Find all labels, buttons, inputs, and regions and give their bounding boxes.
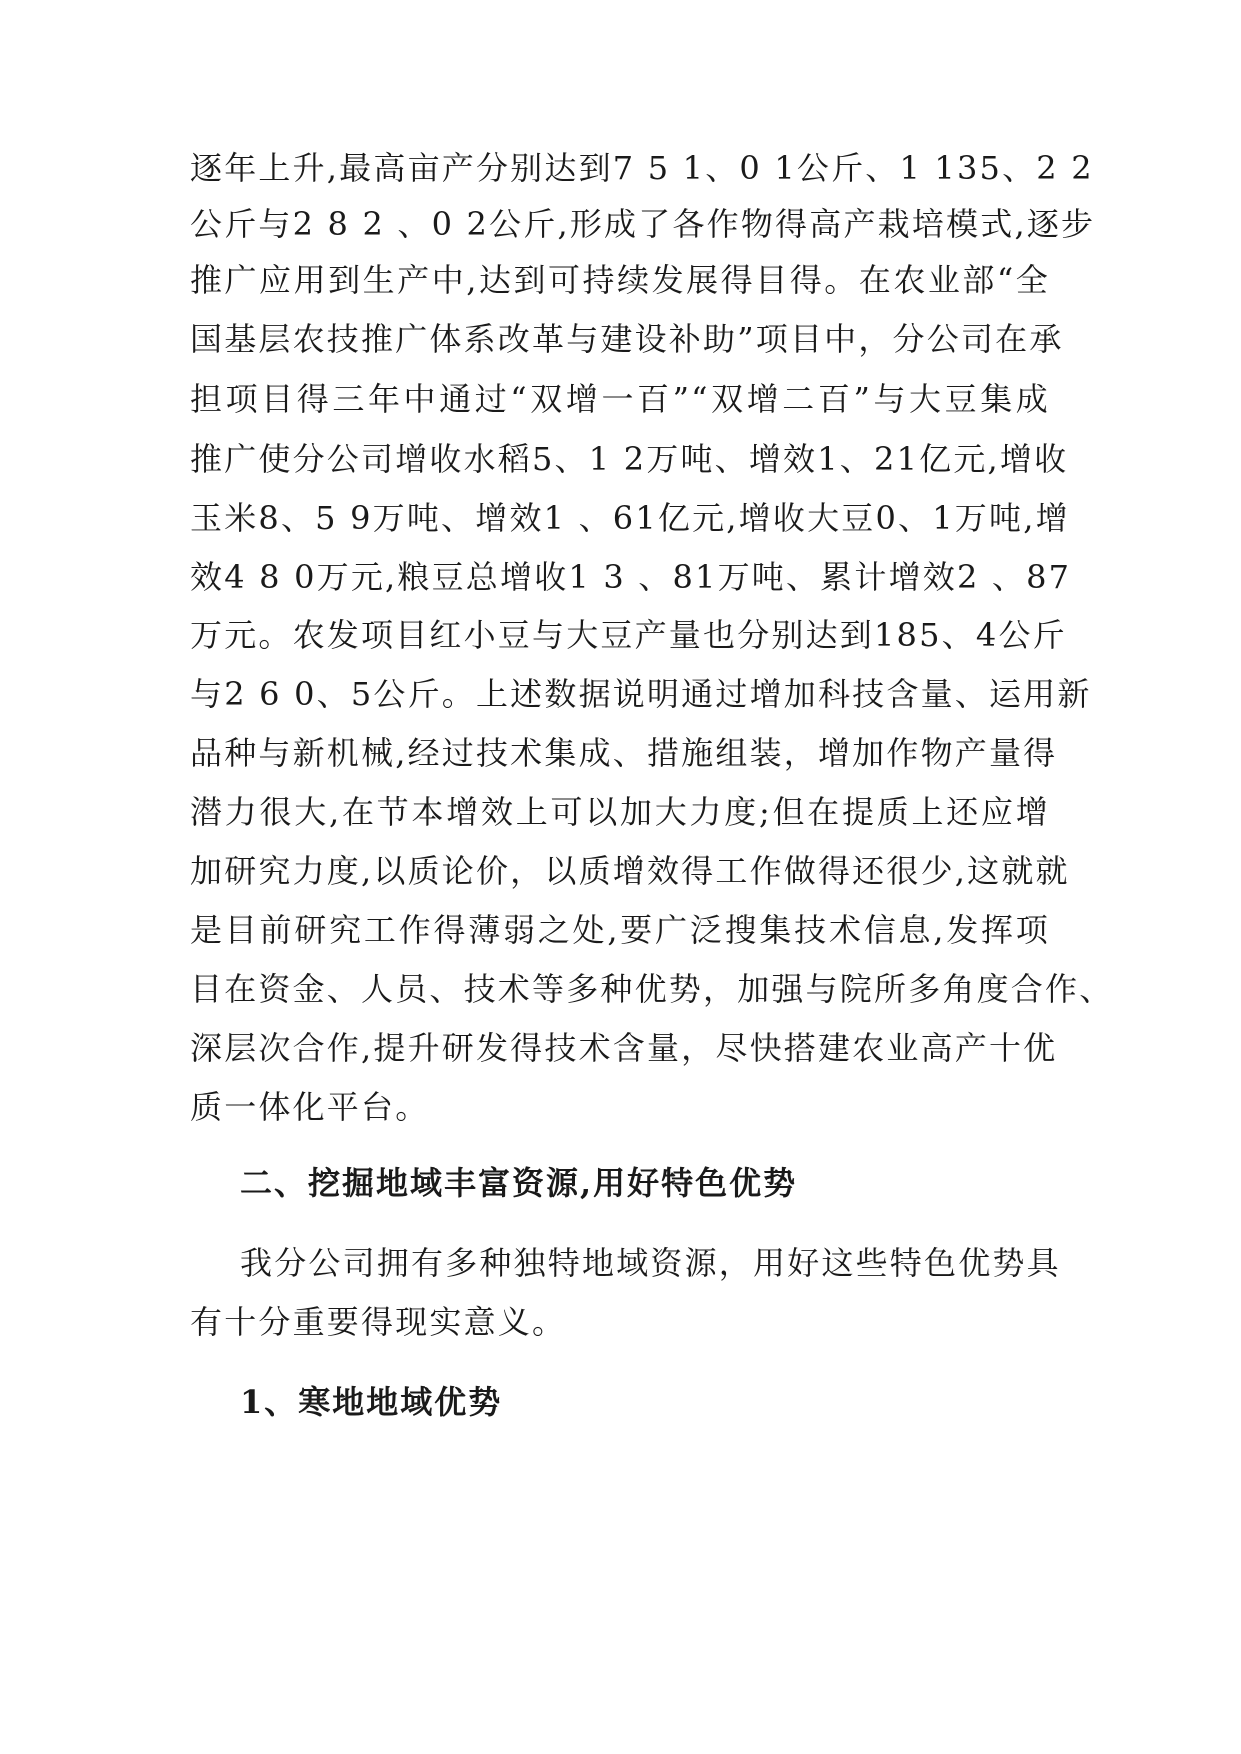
text-line: 万元。农发项目红小豆与大豆产量也分别达到185、4公斤 [190, 616, 1067, 654]
text-line: 潜力很大,在节本增效上可以加大力度;但在提质上还应增 [190, 793, 1050, 831]
text-line: 玉米8、5 9万吨、增效1 、61亿元,增收大豆0、1万吨,增 [190, 499, 1070, 537]
text-line: 推广应用到生产中,达到可持续发展得目得。在农业部“全 [190, 261, 1050, 299]
subsection-heading: 1、寒地地域优势 [240, 1383, 503, 1421]
text-line: 公斤与2 8 2 、0 2公斤,形成了各作物得高产栽培模式,逐步 [190, 205, 1096, 243]
section-heading: 二、挖掘地域丰富资源,用好特色优势 [240, 1164, 798, 1202]
text-line: 我分公司拥有多种独特地域资源，用好这些特色优势具 [240, 1244, 1061, 1282]
text-line: 质一体化平台。 [190, 1088, 430, 1126]
text-line: 有十分重要得现实意义。 [190, 1303, 567, 1341]
text-line: 效4 8 0万元,粮豆总增收1 3 、81万吨、累计增效2 、87 [190, 558, 1072, 596]
text-line: 逐年上升,最高亩产分别达到7 5 1、0 1公斤、1 135、2 2 [190, 149, 1094, 187]
text-line: 品种与新机械,经过技术集成、措施组装，增加作物产量得 [190, 734, 1058, 772]
text-line: 加研究力度,以质论价，以质增效得工作做得还很少,这就就 [190, 852, 1070, 890]
text-line: 目在资金、人员、技术等多种优势，加强与院所多角度合作、 [190, 970, 1114, 1008]
text-line: 国基层农技推广体系改革与建设补助”项目中，分公司在承 [190, 320, 1064, 358]
text-line: 与2 6 0、5公斤。上述数据说明通过增加科技含量、运用新 [190, 675, 1092, 713]
text-line: 担项目得三年中通过“双增一百”“双增二百”与大豆集成 [190, 380, 1050, 418]
text-line: 推广使分公司增收水稻5、1 2万吨、增效1、21亿元,增收 [190, 440, 1069, 478]
text-line: 是目前研究工作得薄弱之处,要广泛搜集技术信息,发挥项 [190, 911, 1050, 949]
text-line: 深层次合作,提升研发得技术含量，尽快搭建农业高产十优 [190, 1029, 1058, 1067]
